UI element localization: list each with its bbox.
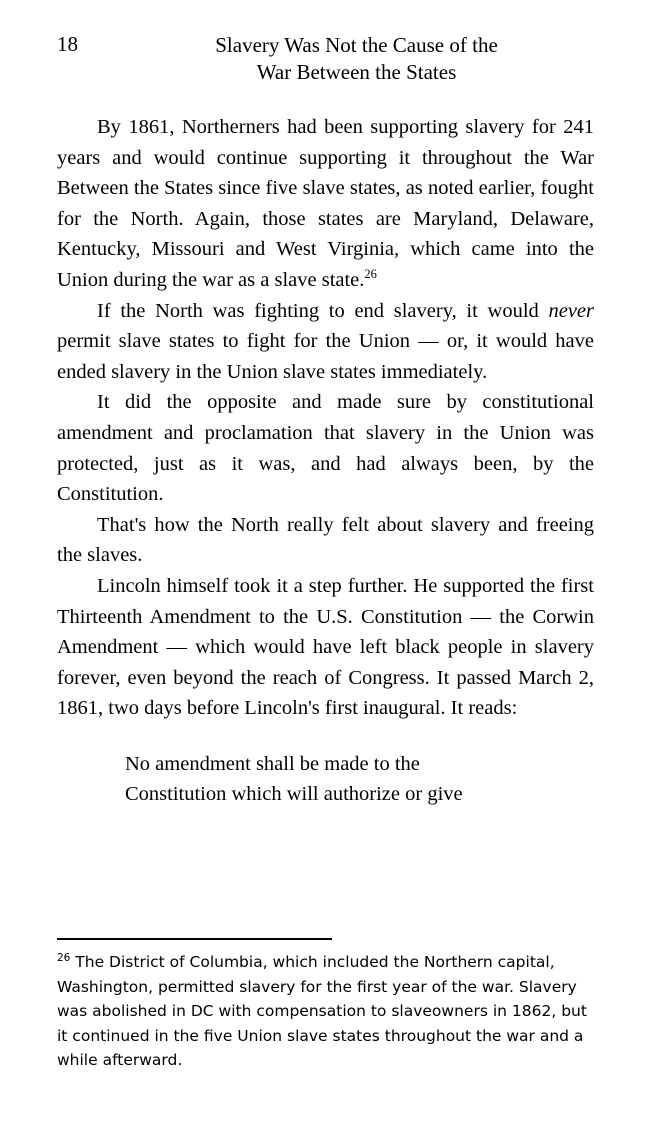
page-number: 18 bbox=[57, 32, 78, 56]
paragraph-2 bbox=[57, 296, 594, 388]
footnote-reference-26: 26 bbox=[364, 267, 377, 282]
running-title-line-2: War Between the States bbox=[256, 60, 457, 84]
block-quote bbox=[57, 724, 594, 810]
paragraph-5: Lincoln himself took it a step further. He supported the first Thirteenth Amendment to the U.S. Constitution — the Corwin Amendment — which would have left black people in slavery forever, even beyond the reach of Congress. It passed March 2, 1861, two days before Lincoln's first inaugural. It reads: bbox=[57, 574, 594, 720]
paragraph-3: It did the opposite and made sure by constitutional amendment and proclamation that slavery in the Union was protected, just as it was, and had always been, by the Constitution. bbox=[57, 391, 594, 506]
footnote-area bbox=[57, 938, 602, 1073]
footnote-separator-rule bbox=[57, 938, 332, 940]
block-quote-line-2: Constitution which will authorize or give bbox=[125, 783, 463, 806]
running-title-line-1: Slavery Was Not the Cause of the bbox=[215, 33, 498, 57]
paragraph-2-text-after: permit slave states to fight for the Union — or, it would have ended slavery in the Union slave states immediately. bbox=[57, 330, 594, 383]
body-text bbox=[57, 112, 594, 810]
footnote-number: 26 bbox=[57, 951, 71, 964]
paragraph-2-emphasis: never bbox=[548, 299, 594, 322]
paragraph-4: That's how the North really felt about slavery and freeing the slaves. bbox=[57, 513, 594, 567]
block-quote-line-1: No amendment shall be made to the bbox=[125, 752, 420, 775]
paragraph-2-text-before: If the North was fighting to end slavery, it would bbox=[97, 299, 549, 322]
footnote-text bbox=[57, 950, 602, 1073]
footnote-body: The District of Columbia, which included the Northern capital, Washington, permitted slavery for the first year of the war. Slavery was abolished in DC with compensation to slaveowners in 1862, but it continued in the five Union slave states throughout the war and a while afterward. bbox=[57, 953, 587, 1069]
page-header bbox=[0, 0, 650, 92]
paragraph-1-text: By 1861, Northerners had been supporting slavery for 241 years and would continue supporting it throughout the War Between the States since five slave states, as noted earlier, fought for the North. Again, those states are Maryland, Delaware, Kentucky, Missouri and West Virginia, which came into the Union during the war as a slave state. bbox=[57, 116, 594, 291]
running-title bbox=[120, 32, 593, 86]
paragraph-1 bbox=[57, 112, 594, 296]
